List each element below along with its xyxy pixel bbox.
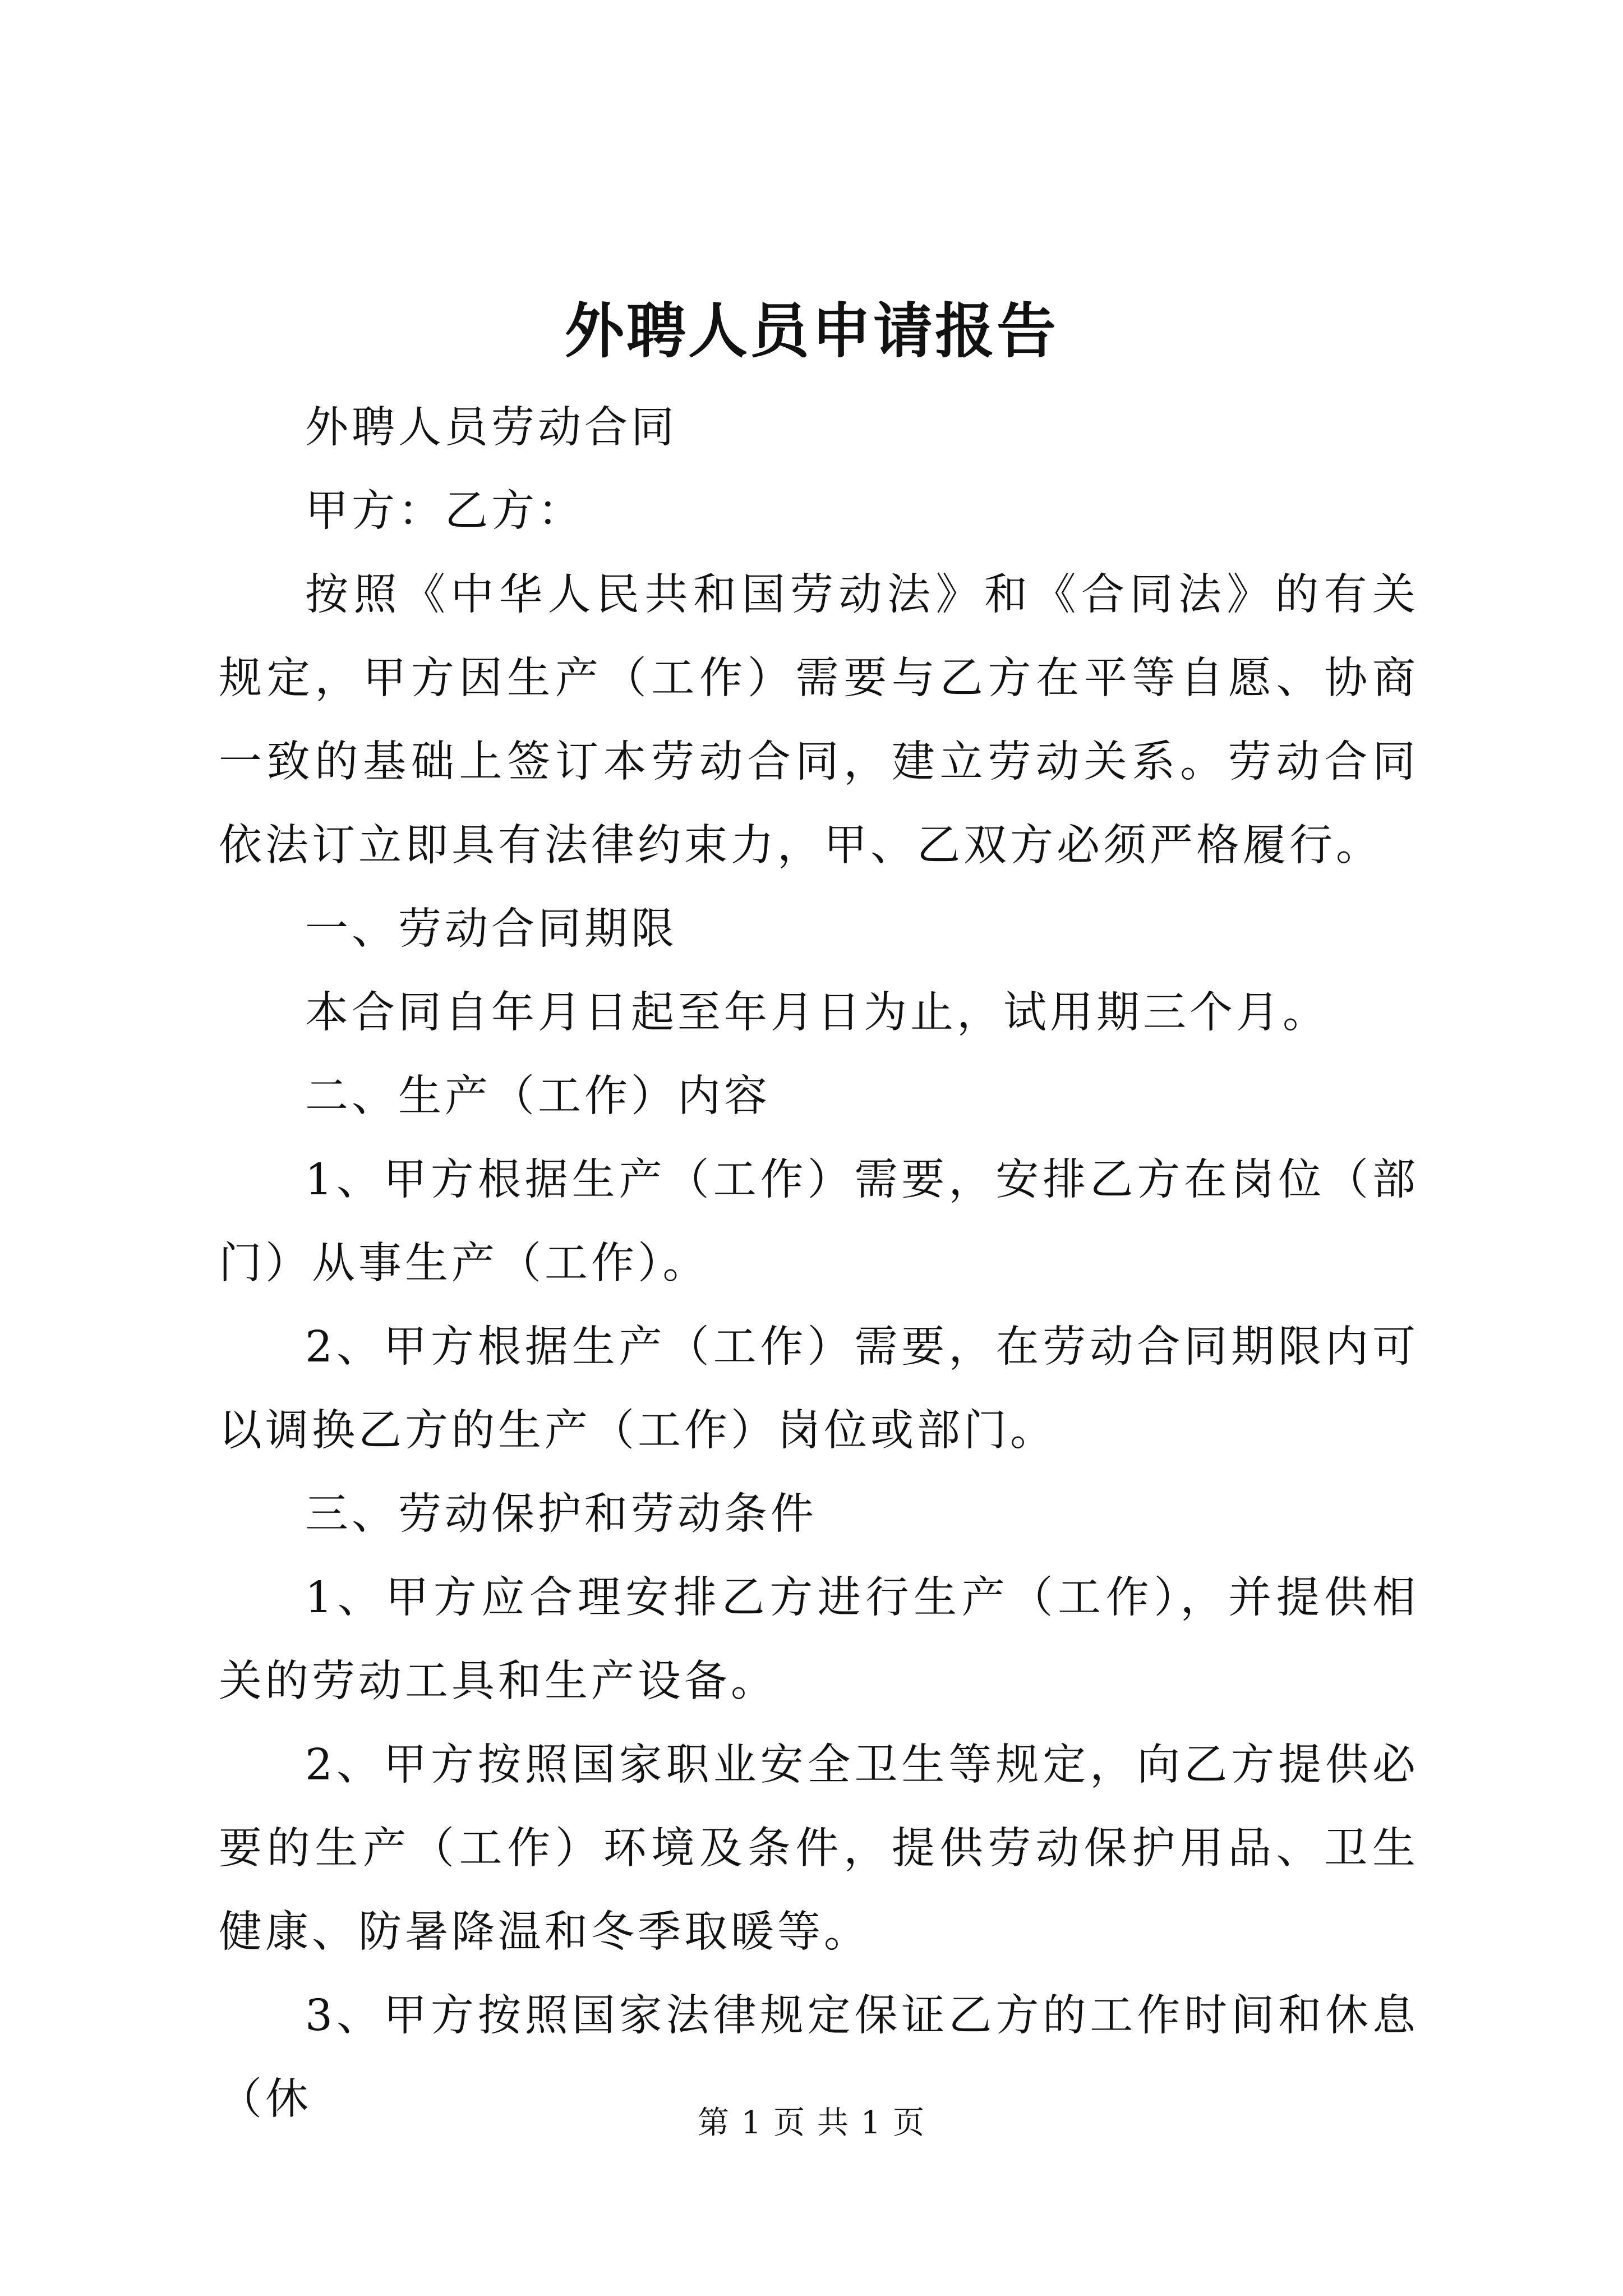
paragraph-term: 本合同自年月日起至年月日为止，试用期三个月。 (305, 988, 1329, 1038)
document-body (219, 386, 1419, 2141)
paragraph-protection-item-3: 3、甲方按照国家法律规定保证乙方的工作时间和休息（休 (219, 1991, 1419, 2124)
paragraph-protection-item-2: 2、甲方按照国家职业安全卫生等规定，向乙方提供必要的生产（工作）环境及条件，提供劳动保护用品、卫生健康、防暑降温和冬季取暖等。 (219, 1740, 1419, 1957)
paragraph-work-item-2: 2、甲方根据生产（工作）需要，在劳动合同期限内可以调换乙方的生产（工作）岗位或部门。 (219, 1322, 1419, 1456)
paragraph-contract-heading: 外聘人员劳动合同 (305, 403, 677, 453)
section-heading-labor-protection: 三、劳动保护和劳动条件 (305, 1489, 817, 1539)
paragraph-work-item-1: 1、甲方根据生产（工作）需要，安排乙方在岗位（部门）从事生产（工作）。 (219, 1155, 1419, 1289)
paragraph-parties: 甲方：乙方： (305, 486, 584, 536)
document-title: 外聘人员申请报告 (565, 296, 1058, 366)
paragraph-protection-item-1: 1、甲方应合理安排乙方进行生产（工作），并提供相关的劳动工具和生产设备。 (219, 1573, 1419, 1706)
page-footer: 第 1 页 共 1 页 (697, 2105, 926, 2141)
section-heading-term: 一、劳动合同期限 (305, 904, 677, 954)
section-heading-work-content: 二、生产（工作）内容 (305, 1071, 771, 1121)
paragraph-preamble: 按照《中华人民共和国劳动法》和《合同法》的有关规定，甲方因生产（工作）需要与乙方在平等自愿、协商一致的基础上签订本劳动合同，建立劳动关系。劳动合同依法订立即具有法律约束力，甲、乙双方必须严格履行。 (219, 570, 1419, 871)
